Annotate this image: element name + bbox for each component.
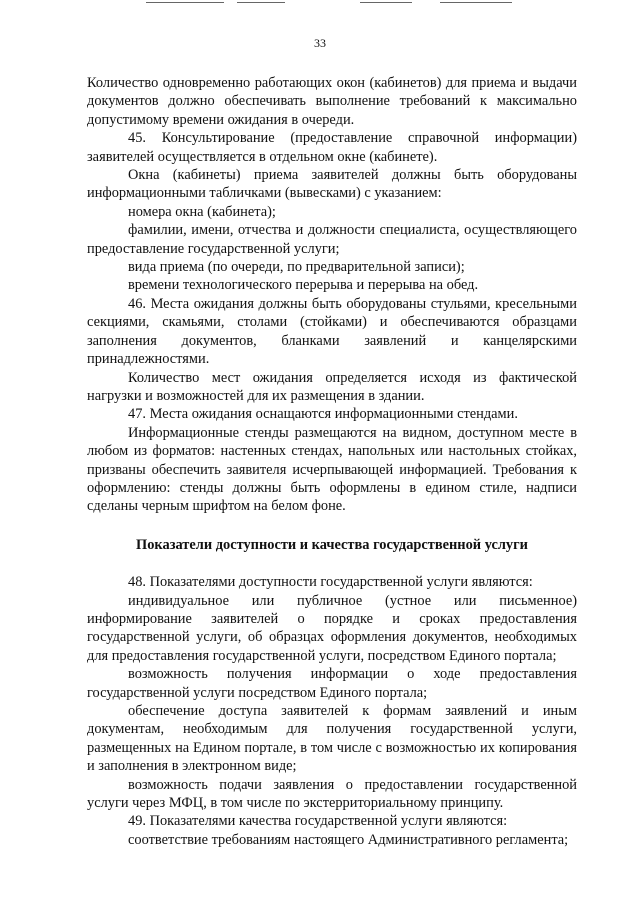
page-number: 33 xyxy=(314,36,326,50)
list-item: номера окна (кабинета); xyxy=(128,203,276,220)
paragraph: 48. Показателями доступности государственной услуги являются: xyxy=(128,574,533,591)
paragraph: 46. Места ожидания должны быть оборудованы стульями, кресельными секциями, скамьями, столами (стойками) и обеспечиваются образцами заполнения документов, бланками заявлений и канцелярскими принадлежностями. xyxy=(87,295,577,368)
paragraph: 47. Места ожидания оснащаются информационными стендами. xyxy=(128,406,518,423)
paragraph: Количество одновременно работающих окон (кабинетов) для приема и выдачи документов должно обеспечивать выполнение требований к максимально допустимому времени ожидания в очереди. xyxy=(87,75,577,128)
section-heading: Показатели доступности и качества государственной услуги xyxy=(136,536,528,553)
paragraph: 45. Консультирование (предоставление справочной информации) заявителей осуществляется в отдельном окне (кабинете). xyxy=(87,130,577,165)
header-rule-2 xyxy=(237,2,285,3)
list-item: обеспечение доступа заявителей к формам заявлений и иным документам, необходимым для получения государственной услуги, размещенных на Едином портале, в том числе с возможностью их копирования и заполнения в электронном виде; xyxy=(87,703,577,775)
paragraphs-bottom xyxy=(87,573,577,849)
document-body xyxy=(87,74,577,849)
list-item: возможность подачи заявления о предоставлении государственной услуги через МФЦ, в том числе по экстерриториальному принципу. xyxy=(87,776,577,812)
list-item: соответствие требованиям настоящего Административного регламента; xyxy=(128,831,569,848)
paragraph: Информационные стенды размещаются на видном, доступном месте в любом из форматов: настенных стендах, напольных или настольных стойках, призваны обеспечить заявителя исчерпывающей информацией. Требования к оформлению: стенды должны быть оформлены в едином стиле, надписи сделаны черным шрифтом на белом фоне. xyxy=(87,424,577,515)
paragraph: 49. Показателями качества государственной услуги являются: xyxy=(128,813,508,830)
list-item: вида приема (по очереди, по предварительной записи); xyxy=(128,259,465,276)
paragraphs-top xyxy=(87,74,577,516)
list-item: фамилии, имени, отчества и должности специалиста, осуществляющего предоставление государственной услуги; xyxy=(87,222,577,257)
paragraph: Окна (кабинеты) приема заявителей должны быть оборудованы информационными табличками (вывесками) с указанием: xyxy=(87,167,577,202)
header-rule-3 xyxy=(360,2,412,3)
paragraph: Количество мест ожидания определяется исходя из фактической нагрузки и возможностей для их размещения в здании. xyxy=(87,369,577,404)
header-rule-4 xyxy=(440,2,512,3)
list-item: индивидуальное или публичное (устное или письменное) информирование заявителей о порядке и сроках предоставления государственной услуги, об образцах оформления документов, необходимых для предоставления государственной услуги, посредством Единого портала; xyxy=(87,592,577,664)
header-rule-1 xyxy=(146,2,224,3)
list-item: времени технологического перерыва и перерыва на обед. xyxy=(128,277,479,294)
list-item: возможность получения информации о ходе предоставления государственной услуги посредством Единого портала; xyxy=(87,666,577,701)
